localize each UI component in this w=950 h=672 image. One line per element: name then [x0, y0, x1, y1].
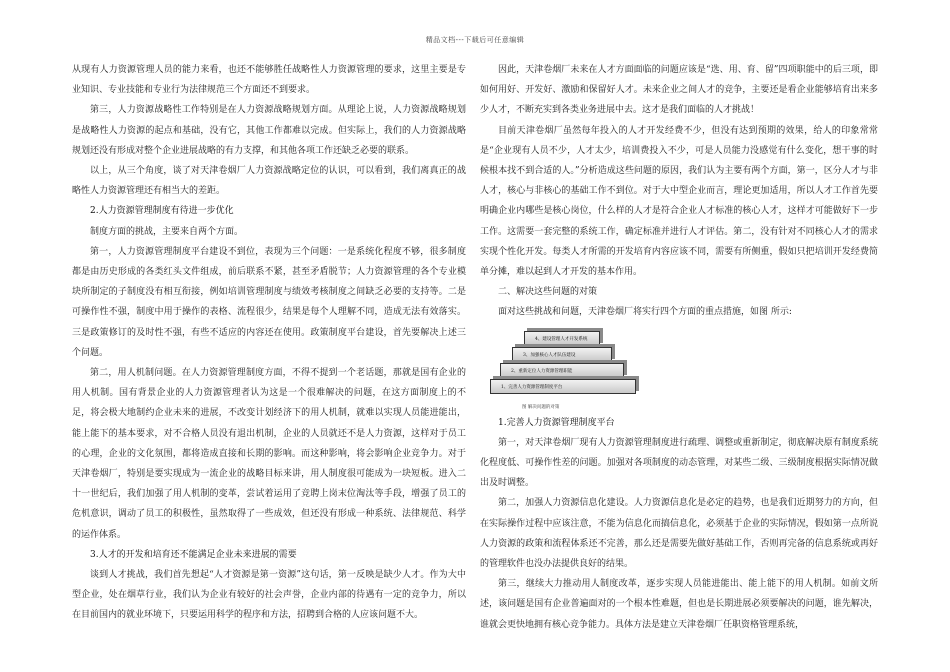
paragraph: 第三，继续大力推动用人制度改革，逐步实现人员能进能出、能上能下的用人机制。如前文所述，该问题是国有企业普遍面对的一个根本性难题，但也是长期进展必须要解决的问题，谁先解决，谁就会更快地拥有核心竞争能力。具体方法是建立天津卷烟厂任职资格管理系统， — [480, 579, 878, 630]
paragraph: 谈到人才挑战，我们首先想起“人才资源是第一资源”这句话，第一反映是缺少人才。作为大中型企业，处在烟草行业，我们认为企业有较好的社会声誉，企业内部的待遇有一定的竞争力，所以在目前国内的就业环境下，只要运用科学的程序和方法，招聘到合格的人应该问题不大。 — [72, 570, 466, 621]
section-heading: 3.人才的开发和培育还不能满足企业未来进展的需要 — [90, 549, 297, 560]
section-heading: 2.人力资源管理制度有待进一步优化 — [90, 206, 234, 217]
paragraph: 目前天津卷烟厂虽然每年投入的人才开发经费不少，但没有达到预期的效果，给人的印象常常是“企业现有人员不少，人才太少，培训费投入不少，可是人员能力没感觉有什么变化，想干事的时候根本找不到合适的人。”分析造成这些问题的原因，我们认为主要有两个方面，第一，区分人才与非人才，核心与非核心的基础工作不到位。对于大中型企业而言，理论更加适用，所以人才工作首先要明确企业内哪些是核心岗位，什么样的人才是符合企业人才标准的核心人才，这样才可能做好下一步工作。这需要一套完整的系统工作，确定标准并进行人才评估。第二，没有针对不同核心人才的需求实现个性化开发。每类人才所需的开发培育内容应该不同，需要有所侧重，假如只把培训开发经费简单分摊，难以起到人才开发的基本作用。 — [480, 125, 878, 278]
paragraph: 第一，人力资源管理制度平台建设不到位，表现为三个问题：一是系统化程度不够，很多制度都是由历史形成的各类红头文件组成，前后联系不紧，甚至矛盾脱节；人力资源管理的各个专业模块所制定的子制度没有相互衔接，例如培训管理制度与绩效考核制度之间缺乏必要的支持等。二是可操作性不强，制度中用于操作的表格、流程很少，结果是每个人理解不同，造成无法有效落实。三是政策修订的及时性不强，有些不适应的内容还在使用。政策制度平台建设，首先要解决上述三个问题。 — [72, 246, 466, 358]
right-column — [480, 60, 878, 635]
paragraph: 从现有人力资源管理人员的能力来看，也还不能够胜任战略性人力资源管理的要求，这里主要是专业知识、专业技能和专业行为法律规范三个方面还不到要求。 — [72, 65, 466, 96]
paragraph: 因此，天津卷烟厂未来在人才方面面临的问题应该是“选、用、育、留”四项职能中的后三项，即如何用好、开发好、激励和保留好人才。未来企业之间人才的竞争，主要还是看企业能够培育出来多少人才，不断充实到各类业务进展中去。这才是我们面临的人才挑战！ — [480, 65, 878, 116]
paragraph: 第二，用人机制问题。在人力资源管理制度方面，不得不提到一个老话题，那就是国有企业的用人机制。国有背景企业的人力资源管理者认为这是一个很难解决的问题，在这方面制度上的不足，将会极大地制约企业未来的进展，不改变计划经济下的用人机制，就难以实现人员能进能出，能上能下的基本要求，对不合格人员没有退出机制，企业的人员就还不是人力资源，这样对于员工的心理，企业的文化氛围，都将造成直接和长期的影响。而这种影响，将会影响企业竞争力。对于天津卷烟厂，特别是要实现成为一流企业的战略目标来讲，用人制度很可能成为一块短板。进入二十一世纪后，我们加强了用人机制的变革，尝试着运用了竞聘上岗末位淘汰等手段，增强了员工的危机意识，调动了员工的积极性，虽然取得了一些成效，但还没有形成一种系统、法律规范、科学的运作体系。 — [72, 368, 466, 540]
paragraph: 以上，从三个角度，谈了对天津卷烟厂人力资源战略定位的认识，可以看到，我们离真正的战略性人力资源管理还有相当大的差距。 — [72, 166, 466, 197]
paragraph: 面对这些挑战和问题，天津卷烟厂将实行四个方面的重点措施，如图 所示: — [498, 307, 792, 318]
paragraph: 第三，人力资源战略性工作特别是在人力资源战略规划方面。从理论上说，人力资源战略规划是战略性人力资源的起点和基础，没有它，其他工作都难以完成。但实际上，我们的人力资源战略规划还没有形成对整个企业进展战略的有力支撑，和其他各项工作还缺乏必要的联系。 — [72, 105, 466, 156]
paragraph: 第一，对天津卷烟厂现有人力资源管理制度进行疏理、调整或重新制定，彻底解决原有制度系统化程度低、可操作性差的问题。加强对各项制度的动态管理，对某些二级、三级制度根据实际情况做出及时调整。 — [480, 437, 878, 489]
diagram-step-4: 4、建设管理人才开发系统 — [524, 331, 600, 346]
diagram-step-3: 3、加强核心人才队伍建设 — [512, 347, 612, 362]
staircase-diagram — [488, 327, 638, 413]
section-heading: 1.完善人力资源管理制度平台 — [498, 417, 615, 428]
section-heading: 二、解决这些问题的对策 — [498, 287, 598, 298]
left-column — [72, 60, 466, 626]
page-header: 精品文档---下载后可任意编辑 — [425, 36, 525, 44]
paragraph: 第二，加强人力资源信息化建设。人力资源信息化是必定的趋势，也是我们近期努力的方向，但在实际操作过程中应该注意，不能为信息化而搞信息化，必须基于企业的实际情况，假如第一点所说人力资源的政策和流程体系还不完善，那么还是需要先做好基础工作，否则再完备的信息系统或再好的管理软件也没办法提供良好的结果。 — [480, 498, 878, 570]
paragraph: 制度方面的挑战，主要来自两个方面。 — [90, 226, 244, 237]
diagram-step-1: 1、完善人力资源管理制度平台 — [490, 379, 636, 394]
figure-caption: 图 解决问题的对策 — [522, 404, 560, 410]
diagram-step-2: 2、重新定位人力资源管理职能 — [500, 363, 624, 378]
